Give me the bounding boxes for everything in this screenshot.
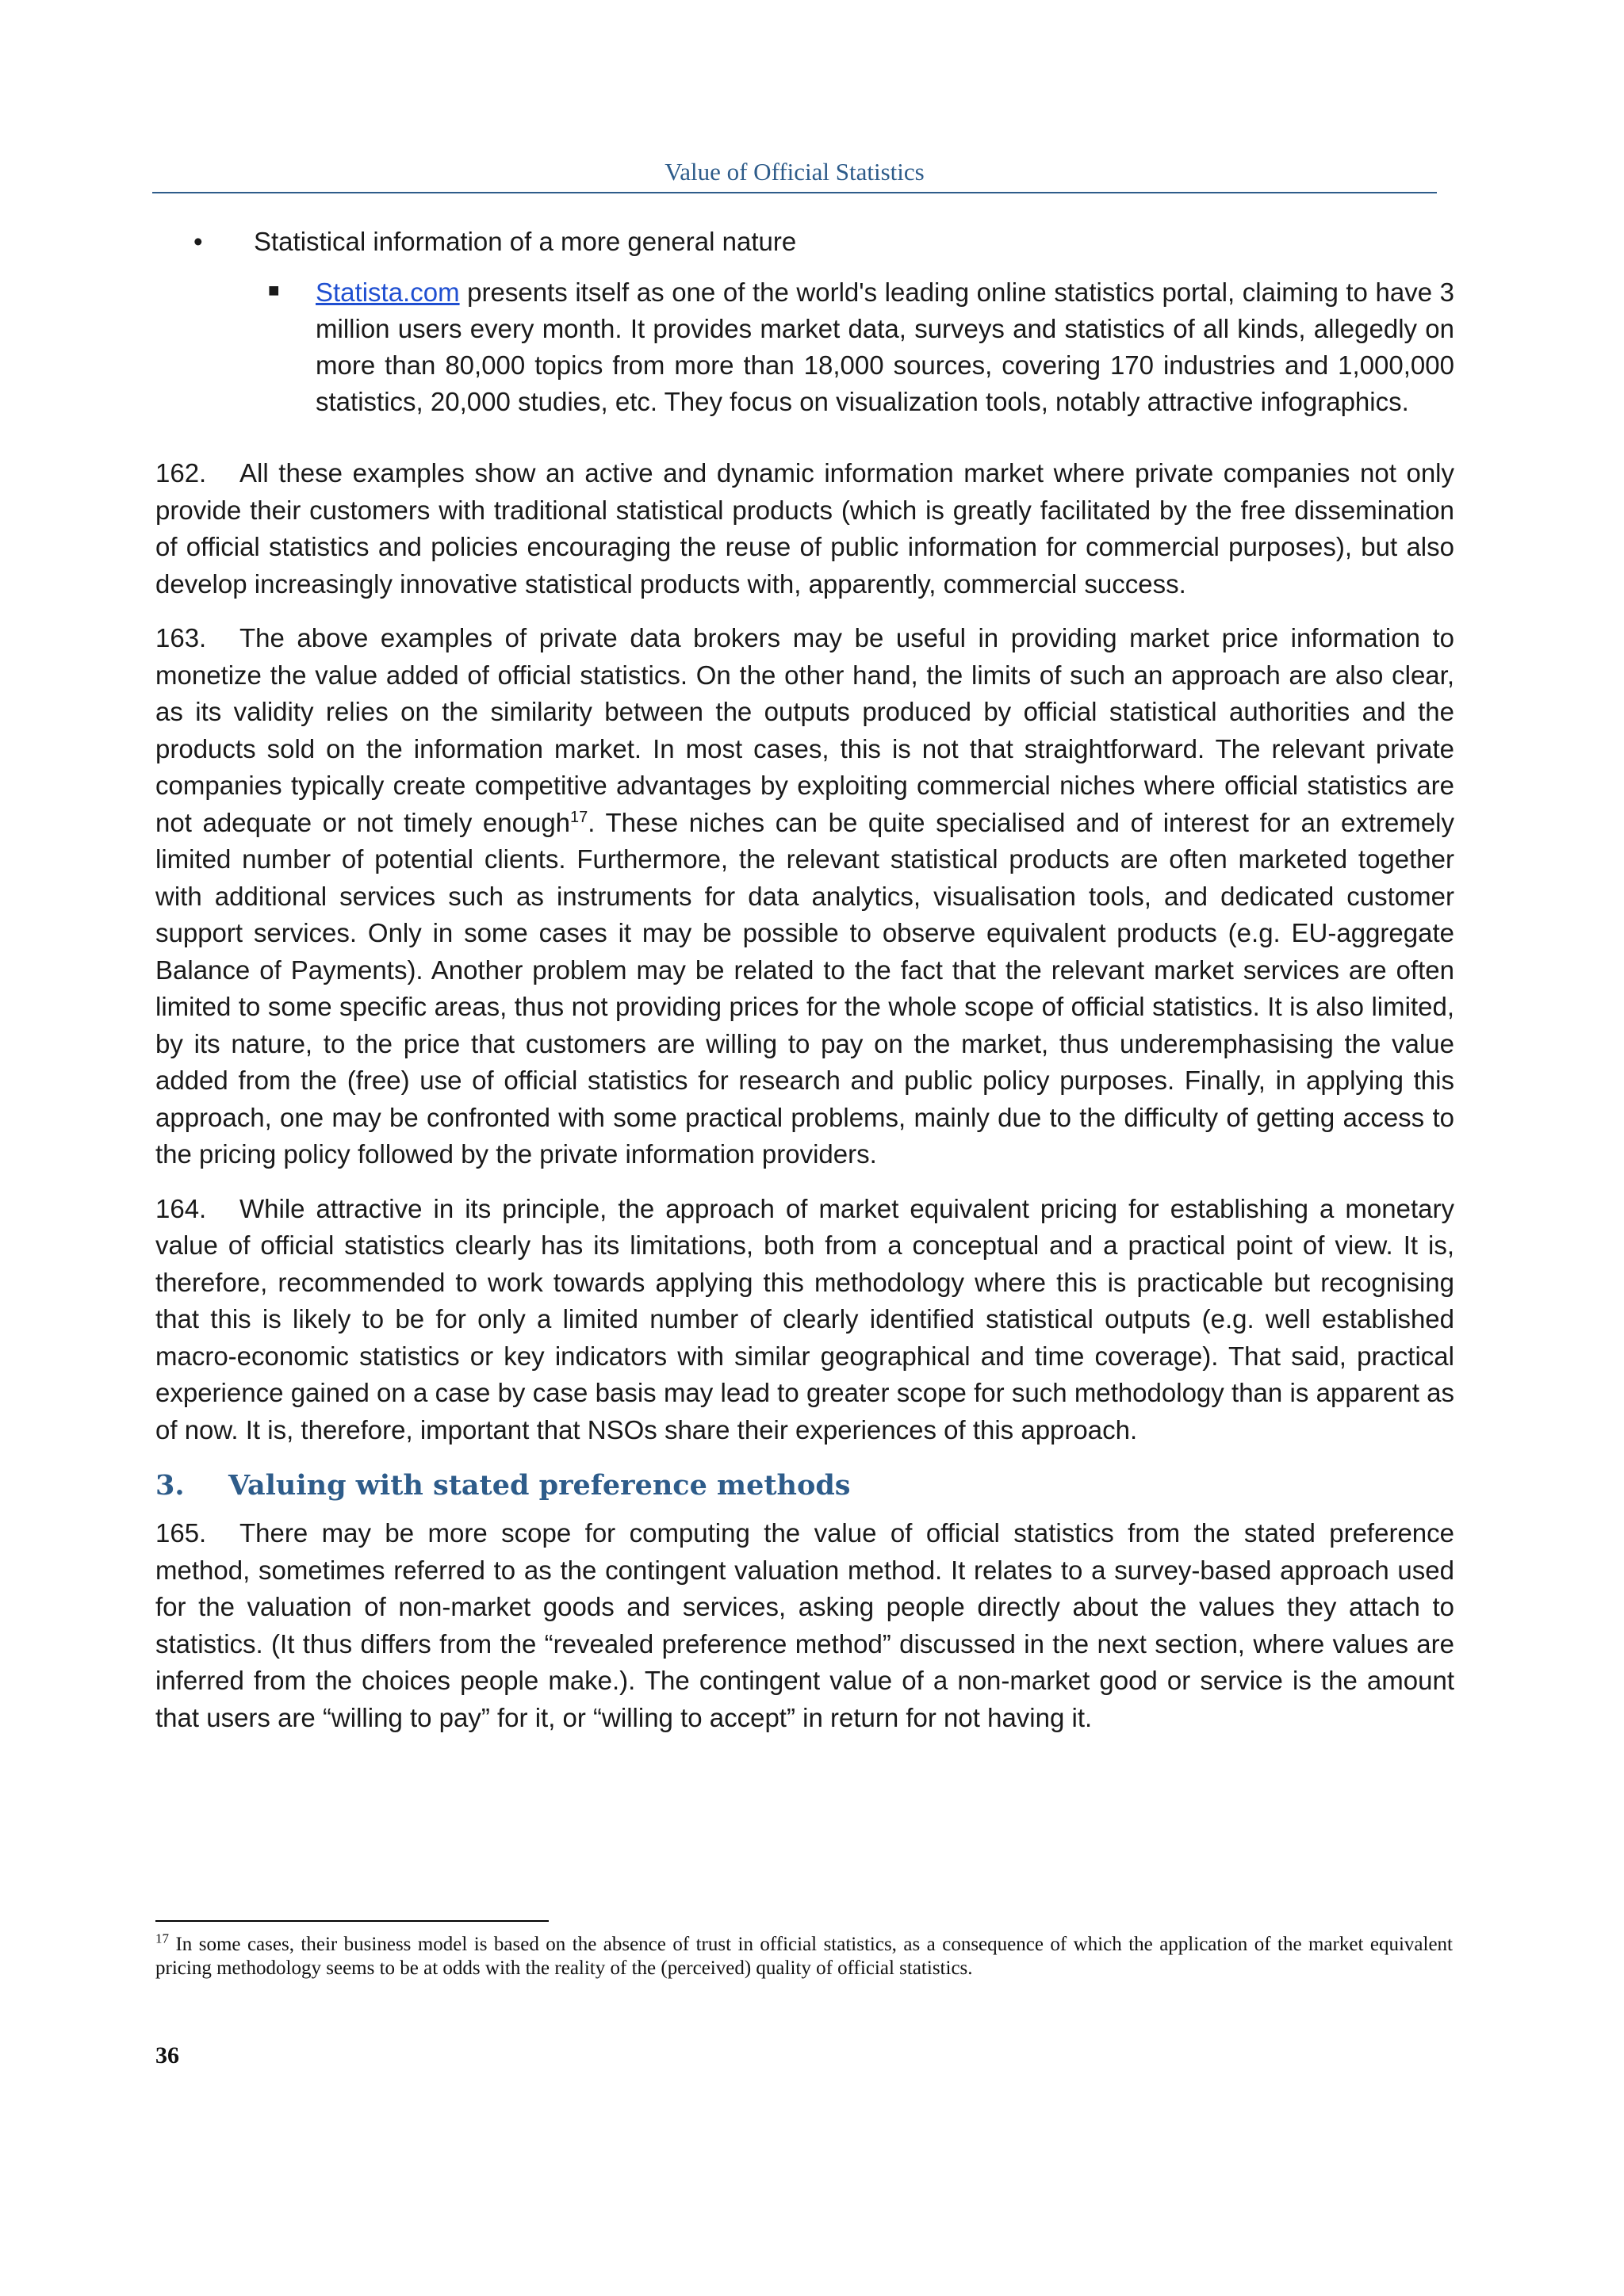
section-title: Valuing with stated preference methods: [228, 1469, 851, 1502]
page-number: 36: [155, 2042, 179, 2068]
footnote-reference[interactable]: 17: [570, 808, 588, 826]
paragraph-number: 162.: [155, 458, 207, 488]
footnote-text: In some cases, their business model is based on the absence of trust in official statistics, as a consequence of which the application of the market equivalent pricing methodology seems to be at odds with the reality of the (perceived) quality of official statistics.: [155, 1934, 1453, 1979]
paragraph-162: [155, 455, 1454, 603]
bullet-statista: [155, 274, 1454, 420]
bullet-general-statistics: [155, 224, 1454, 260]
footnote-17: [155, 1933, 1453, 1980]
paragraph-163: [155, 620, 1454, 1173]
statista-link[interactable]: Statista.com: [316, 277, 460, 307]
bullet-text: Statistical information of a more general nature: [254, 227, 797, 256]
main-content: [155, 224, 1454, 1754]
statista-description: presents itself as one of the world's leading online statistics portal, claiming to have 3 million users every month. It provides market data, surveys and statistics of all kinds, allegedly on more than 80,000 topics from more than 18,000 sources, covering 170 industries and 1,000,000 statistics, 20,000 studies, etc. They focus on visualization tools, notably attractive infographics.: [316, 277, 1454, 416]
section-heading: [155, 1466, 1454, 1506]
paragraph-number: 165.: [155, 1518, 207, 1548]
bullet-dot-icon: •: [193, 227, 203, 256]
footnote-number: 17: [155, 1931, 169, 1946]
paragraph-number: 163.: [155, 623, 207, 652]
section-number: 3.: [155, 1469, 185, 1502]
paragraph-text: There may be more scope for computing the value of official statistics from the stated preference method, sometimes referred to as the contingent valuation method. It relates to a survey-based approach used for the valuation of non-market goods and services, asking people directly about the values they attach to statistics. (It thus differs from the “revealed preference method” discussed in the next section, where values are inferred from the choices people make.). The contingent value of a non-market good or service is the amount that users are “willing to pay” for it, or “willing to accept” in return for not having it.: [155, 1518, 1454, 1732]
paragraph-text: The above examples of private data brokers may be useful in providing market price information to monetize the value added of official statistics. On the other hand, the limits of such an approach are also clear, as its validity relies on the similarity between the outputs produced by official statistical authorities and the products sold on the information market. In most cases, this is not that straightforward. The relevant private companies typically create competitive advantages by exploiting commercial niches where official statistics are not adequate or not timely enough: [155, 623, 1454, 837]
paragraph-text: All these examples show an active and dynamic information market where private companies not only provide their customers with traditional statistical products (which is greatly facilitated by the free dissemination of official statistics and policies encouraging the reuse of public information for commercial purposes), but also develop increasingly innovative statistical products with, apparently, commercial success.: [155, 458, 1454, 599]
paragraph-165: [155, 1515, 1454, 1736]
paragraph-text: While attractive in its principle, the approach of market equivalent pricing for establishing a monetary value of official statistics clearly has its limitations, both from a conceptual and a practical point of view. It is, therefore, recommended to work towards applying this methodology where this is practicable but recognising that this is likely to be for only a limited number of clearly identified statistical outputs (e.g. well established macro-economic statistics or key indicators with similar geographical and time coverage). That said, practical experience gained on a case by case basis may lead to greater scope for such methodology than is apparent as of now. It is, therefore, important that NSOs share their experiences of this approach.: [155, 1193, 1454, 1445]
footnote-separator: [155, 1920, 549, 1922]
square-bullet-icon: ■: [268, 280, 280, 301]
running-header: Value of Official Statistics: [152, 155, 1437, 193]
paragraph-text-continued: . These niches can be quite specialised and of interest for an extremely limited number of potential clients. Furthermore, the relevant statistical products are often marketed together with additional services such as instruments for data analytics, visualisation tools, and dedicated customer support services. Only in some cases it may be possible to observe equivalent products (e.g. EU-aggregate Balance of Payments). Another problem may be related to the fact that the relevant market services are often limited to some specific areas, thus not providing prices for the whole scope of official statistics. It is also limited, by its nature, to the price that customers are willing to pay on the market, thus underemphasising the value added from the (free) use of official statistics for research and public policy purposes. Finally, in applying this approach, one may be confronted with some practical problems, mainly due to the difficulty of getting access to the pricing policy followed by the private information providers.: [155, 807, 1454, 1169]
paragraph-164: [155, 1191, 1454, 1449]
paragraph-number: 164.: [155, 1193, 207, 1223]
